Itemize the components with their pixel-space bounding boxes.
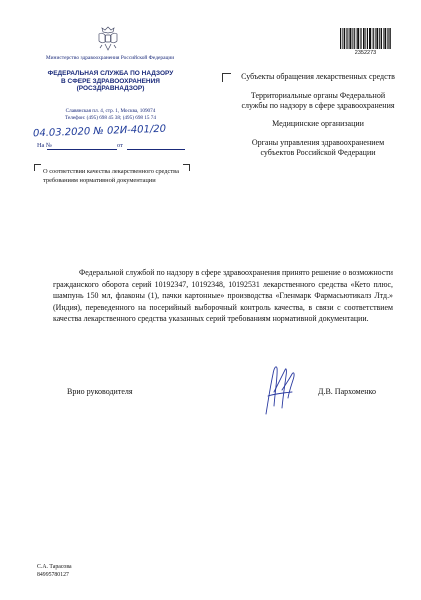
barcode-number: 2352273: [354, 50, 377, 56]
addressee-item: Органы управления здравоохранением субъектов Российской Федерации: [251, 137, 385, 157]
addressee-item: Субъекты обращения лекарственных средств: [241, 72, 395, 81]
agency-line-2: В СФЕРЕ ЗДРАВООХРАНЕНИЯ: [61, 77, 160, 85]
letter-body: Федеральной службой по надзору в сфере здравоохранения принято решение о возможности гражданского оборота серий 10192347, 10192348, 10192531 лекарственного средства «Кето плюс, шампунь 150 мл, флаконы (1), пачки картонные» производства «Гленмарк Фармасьютикалз Лтд.» (Индия), переведенного на посерийный выборочный контроль качества, в связи с соответствием качества лекарственного средства указанных серий требованиям нормативной документации.: [53, 268, 393, 324]
signatory-position: Врио руководителя: [67, 387, 133, 396]
ministry-name: Министерство здравоохранения Российской Федерации: [45, 55, 175, 61]
letter-subject: О соответствии качества лекарственного средства требованиям нормативной документации: [43, 168, 179, 185]
address-line-1: Славянская пл. 4, стр. 1, Москва, 109074: [65, 108, 156, 114]
executor-phone: 84995780127: [37, 572, 69, 578]
subject-bracket-left: [34, 164, 41, 171]
handwritten-signature-icon: [258, 362, 304, 418]
signatory-name: Д.В. Пархоменко: [318, 387, 377, 396]
reference-number-rule: [47, 149, 117, 150]
reference-line: [35, 140, 195, 150]
executor-name: С.А. Тарасова: [37, 564, 72, 570]
handwritten-date-number: 04.03.2020 № 02И-401/20: [32, 123, 167, 140]
addressee-list: [239, 72, 397, 166]
agency-address: [33, 108, 188, 121]
address-line-2: Телефон: (495) 698 45 38; (495) 698 15 74: [64, 114, 156, 121]
addressee-item: Медицинские организации: [272, 119, 364, 128]
agency-name: [33, 70, 188, 93]
reference-date-label: от: [117, 142, 123, 149]
addressee-item: Территориальные органы Федеральной службы по надзору в сфере здравоохранения: [241, 90, 395, 110]
agency-line-1: ФЕДЕРАЛЬНАЯ СЛУЖБА ПО НАДЗОРУ: [47, 70, 174, 77]
addressee-bracket: [222, 73, 231, 82]
reference-date-rule: [127, 149, 185, 150]
agency-line-3: (РОСЗДРАВНАДЗОР): [76, 85, 145, 93]
reference-number-label: На №: [37, 142, 52, 149]
coat-of-arms-icon: [96, 24, 120, 52]
barcode-icon: [340, 28, 391, 49]
